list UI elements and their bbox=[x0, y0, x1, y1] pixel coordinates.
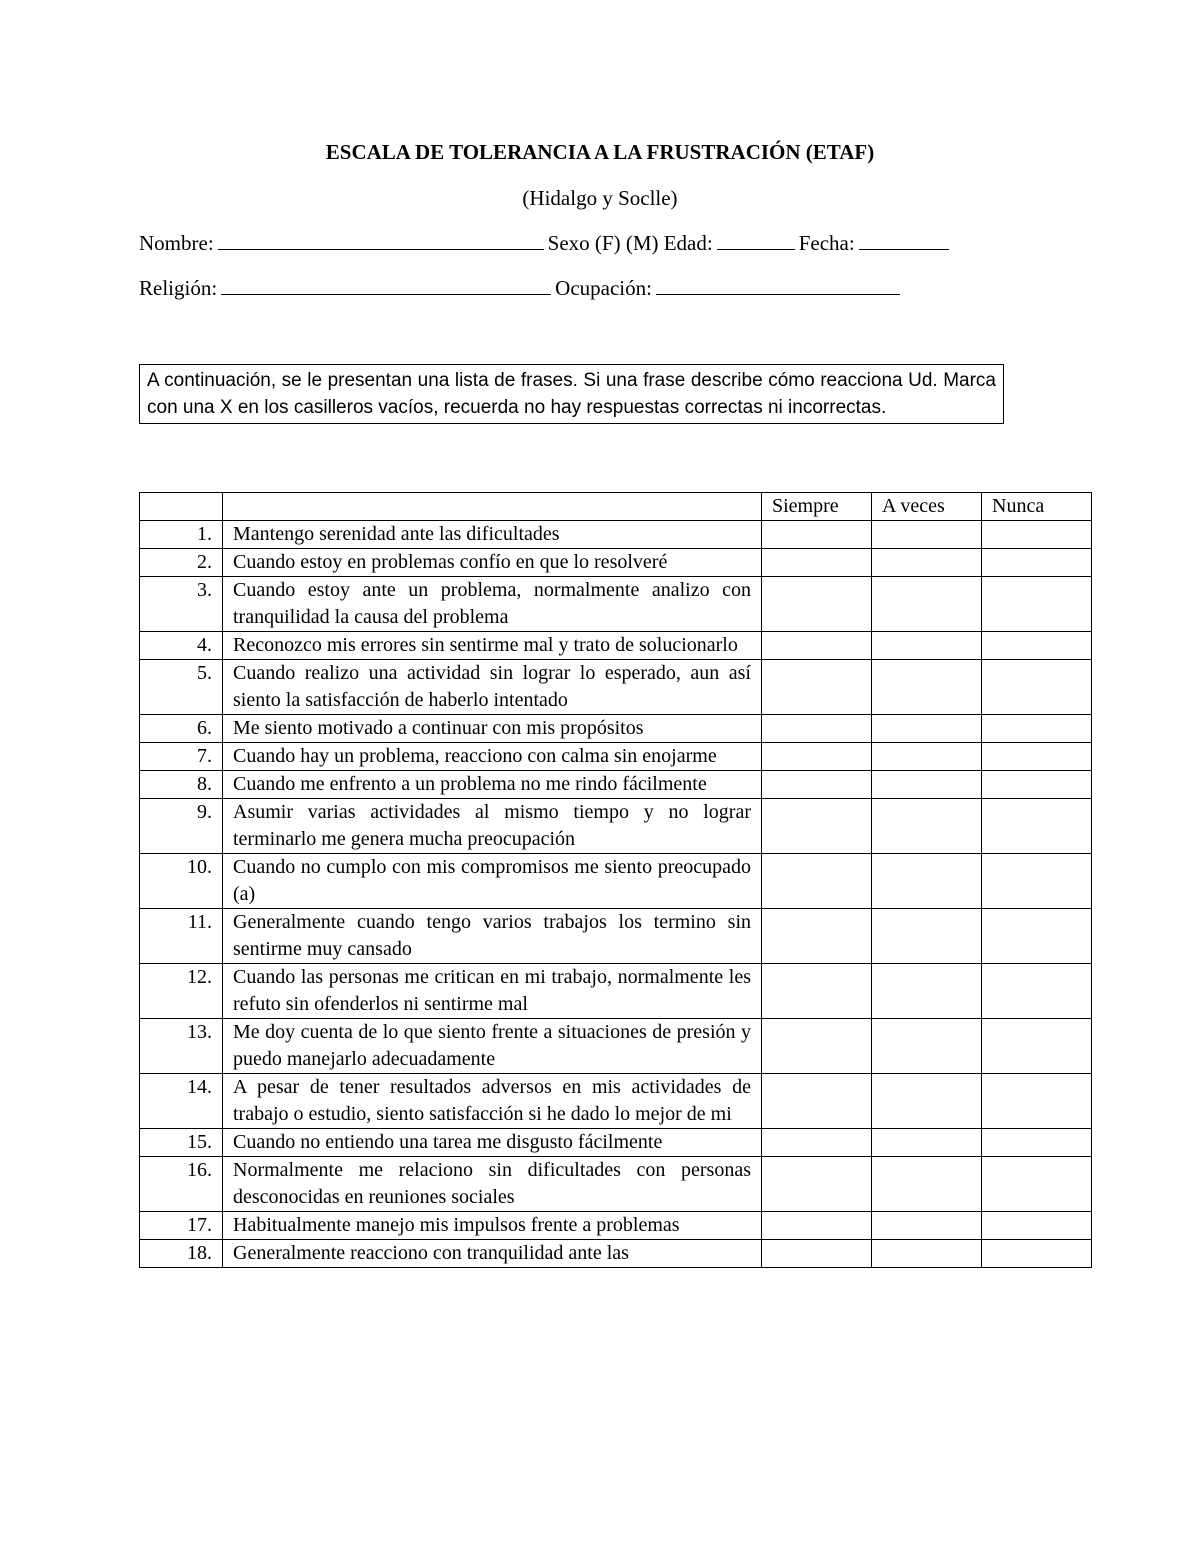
answer-cell-nunca[interactable] bbox=[982, 577, 1092, 632]
answer-cell-nunca[interactable] bbox=[982, 1019, 1092, 1074]
item-statement: Cuando realizo una actividad sin lograr lo esperado, aun así siento la satisfacción de haberlo intentado bbox=[223, 660, 762, 715]
item-number: 11. bbox=[140, 909, 223, 964]
answer-cell-nunca[interactable] bbox=[982, 799, 1092, 854]
answer-cell-a-veces[interactable] bbox=[872, 854, 982, 909]
item-statement: Cuando no entiendo una tarea me disgusto fácilmente bbox=[223, 1129, 762, 1157]
answer-cell-siempre[interactable] bbox=[762, 1212, 872, 1240]
table-row bbox=[140, 715, 1092, 743]
answer-cell-nunca[interactable] bbox=[982, 743, 1092, 771]
answer-cell-siempre[interactable] bbox=[762, 660, 872, 715]
answer-cell-siempre[interactable] bbox=[762, 964, 872, 1019]
answer-cell-siempre[interactable] bbox=[762, 854, 872, 909]
document-title: ESCALA DE TOLERANCIA A LA FRUSTRACIÓN (ETAF) bbox=[325, 140, 875, 164]
item-number: 14. bbox=[140, 1074, 223, 1129]
item-statement: Normalmente me relaciono sin dificultades con personas desconocidas en reuniones sociales bbox=[223, 1157, 762, 1212]
item-number: 4. bbox=[140, 632, 223, 660]
item-statement: Cuando las personas me critican en mi trabajo, normalmente les refuto sin ofenderlos ni sentirme mal bbox=[223, 964, 762, 1019]
answer-cell-nunca[interactable] bbox=[982, 854, 1092, 909]
answer-cell-nunca[interactable] bbox=[982, 521, 1092, 549]
answer-cell-a-veces[interactable] bbox=[872, 909, 982, 964]
item-number: 13. bbox=[140, 1019, 223, 1074]
table-row bbox=[140, 799, 1092, 854]
item-number: 18. bbox=[140, 1240, 223, 1268]
ocupacion-field[interactable] bbox=[656, 276, 900, 295]
item-number: 6. bbox=[140, 715, 223, 743]
answer-cell-a-veces[interactable] bbox=[872, 964, 982, 1019]
answer-cell-a-veces[interactable] bbox=[872, 521, 982, 549]
item-statement: Generalmente reacciono con tranquilidad ante las bbox=[223, 1240, 762, 1268]
table-row bbox=[140, 521, 1092, 549]
answer-cell-nunca[interactable] bbox=[982, 632, 1092, 660]
answer-cell-nunca[interactable] bbox=[982, 1129, 1092, 1157]
item-number: 8. bbox=[140, 771, 223, 799]
answer-cell-nunca[interactable] bbox=[982, 715, 1092, 743]
table-row bbox=[140, 632, 1092, 660]
answer-cell-a-veces[interactable] bbox=[872, 1212, 982, 1240]
answer-cell-siempre[interactable] bbox=[762, 549, 872, 577]
answer-cell-nunca[interactable] bbox=[982, 964, 1092, 1019]
table-header-row bbox=[140, 493, 1092, 521]
answer-cell-a-veces[interactable] bbox=[872, 577, 982, 632]
answer-cell-nunca[interactable] bbox=[982, 1157, 1092, 1212]
table-row bbox=[140, 771, 1092, 799]
table-row bbox=[140, 1212, 1092, 1240]
document-subtitle: (Hidalgo y Soclle) bbox=[522, 186, 678, 210]
header-nunca: Nunca bbox=[982, 493, 1092, 521]
answer-cell-siempre[interactable] bbox=[762, 799, 872, 854]
religion-field[interactable] bbox=[221, 276, 551, 295]
item-number: 3. bbox=[140, 577, 223, 632]
item-statement: Mantengo serenidad ante las dificultades bbox=[223, 521, 762, 549]
item-number: 17. bbox=[140, 1212, 223, 1240]
sexo-edad-label: Sexo (F) (M) Edad: bbox=[547, 231, 713, 255]
item-statement: Reconozco mis errores sin sentirme mal y trato de solucionarlo bbox=[223, 632, 762, 660]
instructions-box: A continuación, se le presentan una lista de frases. Si una frase describe cómo reacciona Ud. Marca con una X en los casilleros vacíos, recuerda no hay respuestas correctas ni incorrectas. bbox=[139, 364, 1004, 424]
answer-cell-siempre[interactable] bbox=[762, 1019, 872, 1074]
table-row bbox=[140, 854, 1092, 909]
answer-cell-siempre[interactable] bbox=[762, 521, 872, 549]
answer-cell-nunca[interactable] bbox=[982, 909, 1092, 964]
answer-cell-a-veces[interactable] bbox=[872, 715, 982, 743]
answer-cell-nunca[interactable] bbox=[982, 549, 1092, 577]
table-row bbox=[140, 549, 1092, 577]
answer-cell-a-veces[interactable] bbox=[872, 549, 982, 577]
item-number: 10. bbox=[140, 854, 223, 909]
table-row bbox=[140, 660, 1092, 715]
table-row bbox=[140, 909, 1092, 964]
answer-cell-nunca[interactable] bbox=[982, 1212, 1092, 1240]
fecha-label: Fecha: bbox=[798, 231, 855, 255]
table-row bbox=[140, 577, 1092, 632]
table-row bbox=[140, 1074, 1092, 1129]
item-statement: Cuando no cumplo con mis compromisos me siento preocupado (a) bbox=[223, 854, 762, 909]
item-statement: Asumir varias actividades al mismo tiempo y no lograr terminarlo me genera mucha preocupación bbox=[223, 799, 762, 854]
answer-cell-siempre[interactable] bbox=[762, 909, 872, 964]
ocupacion-label: Ocupación: bbox=[555, 276, 652, 300]
edad-field[interactable] bbox=[717, 231, 795, 250]
item-number: 7. bbox=[140, 743, 223, 771]
item-number: 5. bbox=[140, 660, 223, 715]
item-number: 15. bbox=[140, 1129, 223, 1157]
item-number: 1. bbox=[140, 521, 223, 549]
answer-cell-a-veces[interactable] bbox=[872, 1240, 982, 1268]
answer-cell-a-veces[interactable] bbox=[872, 1129, 982, 1157]
item-statement: Cuando me enfrento a un problema no me rindo fácilmente bbox=[223, 771, 762, 799]
answer-cell-nunca[interactable] bbox=[982, 1240, 1092, 1268]
answer-cell-a-veces[interactable] bbox=[872, 1074, 982, 1129]
answer-cell-a-veces[interactable] bbox=[872, 771, 982, 799]
fecha-field[interactable] bbox=[859, 231, 949, 250]
item-number: 16. bbox=[140, 1157, 223, 1212]
item-number: 9. bbox=[140, 799, 223, 854]
answer-cell-siempre[interactable] bbox=[762, 743, 872, 771]
item-statement: Cuando estoy ante un problema, normalmente analizo con tranquilidad la causa del problema bbox=[223, 577, 762, 632]
header-number bbox=[140, 493, 223, 521]
answer-cell-a-veces[interactable] bbox=[872, 660, 982, 715]
nombre-field[interactable] bbox=[218, 231, 544, 250]
table-row bbox=[140, 1240, 1092, 1268]
answer-cell-siempre[interactable] bbox=[762, 1157, 872, 1212]
item-statement: Cuando estoy en problemas confío en que lo resolveré bbox=[223, 549, 762, 577]
item-statement: A pesar de tener resultados adversos en mis actividades de trabajo o estudio, siento satisfacción si he dado lo mejor de mi bbox=[223, 1074, 762, 1129]
table-row bbox=[140, 1129, 1092, 1157]
table-row bbox=[140, 1157, 1092, 1212]
answer-cell-nunca[interactable] bbox=[982, 771, 1092, 799]
item-number: 2. bbox=[140, 549, 223, 577]
answer-cell-a-veces[interactable] bbox=[872, 632, 982, 660]
answer-cell-nunca[interactable] bbox=[982, 1074, 1092, 1129]
item-statement: Generalmente cuando tengo varios trabajos los termino sin sentirme muy cansado bbox=[223, 909, 762, 964]
table-row bbox=[140, 1019, 1092, 1074]
item-statement: Me doy cuenta de lo que siento frente a situaciones de presión y puedo manejarlo adecuadamente bbox=[223, 1019, 762, 1074]
answer-cell-siempre[interactable] bbox=[762, 1240, 872, 1268]
form-line-religion bbox=[139, 276, 904, 301]
questionnaire-table bbox=[139, 492, 1092, 1268]
table-row bbox=[140, 964, 1092, 1019]
answer-cell-siempre[interactable] bbox=[762, 715, 872, 743]
answer-cell-siempre[interactable] bbox=[762, 632, 872, 660]
item-statement: Cuando hay un problema, reacciono con calma sin enojarme bbox=[223, 743, 762, 771]
answer-cell-a-veces[interactable] bbox=[872, 799, 982, 854]
header-statement bbox=[223, 493, 762, 521]
answer-cell-nunca[interactable] bbox=[982, 660, 1092, 715]
header-siempre: Siempre bbox=[762, 493, 872, 521]
item-number: 12. bbox=[140, 964, 223, 1019]
item-statement: Me siento motivado a continuar con mis propósitos bbox=[223, 715, 762, 743]
table-row bbox=[140, 743, 1092, 771]
nombre-label: Nombre: bbox=[139, 231, 214, 255]
answer-cell-siempre[interactable] bbox=[762, 771, 872, 799]
header-a-veces: A veces bbox=[872, 493, 982, 521]
answer-cell-a-veces[interactable] bbox=[872, 1157, 982, 1212]
answer-cell-a-veces[interactable] bbox=[872, 1019, 982, 1074]
item-statement: Habitualmente manejo mis impulsos frente a problemas bbox=[223, 1212, 762, 1240]
form-line-personal bbox=[139, 231, 953, 256]
answer-cell-a-veces[interactable] bbox=[872, 743, 982, 771]
religion-label: Religión: bbox=[139, 276, 218, 300]
answer-cell-siempre[interactable] bbox=[762, 1129, 872, 1157]
answer-cell-siempre[interactable] bbox=[762, 577, 872, 632]
answer-cell-siempre[interactable] bbox=[762, 1074, 872, 1129]
